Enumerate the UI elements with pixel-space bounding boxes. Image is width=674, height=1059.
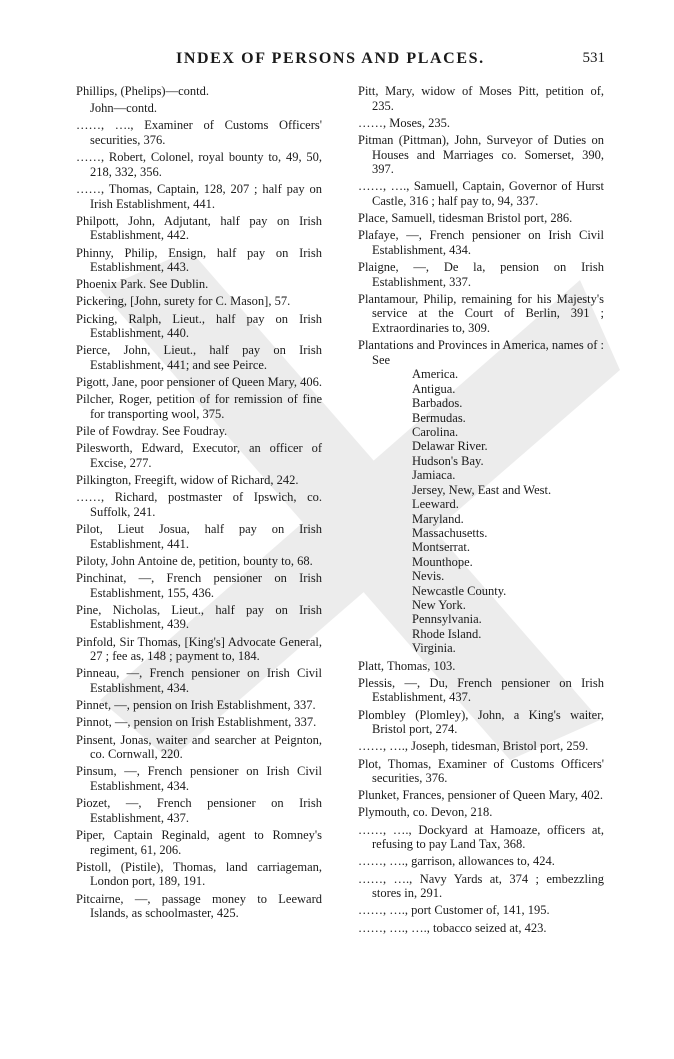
index-column-right (358, 84, 604, 938)
index-entry: Plaigne, —, De la, pension on Irish Establishment, 337. (358, 260, 604, 289)
index-entry: Piloty, John Antoine de, petition, bounty to, 68. (76, 553, 313, 568)
index-entry: Pinnot, —, pension on Irish Establishment, 337. (76, 715, 317, 730)
index-entry: Pitt, Mary, widow of Moses Pitt, petition of, 235. (358, 84, 604, 113)
index-entry: ……, …., Samuell, Captain, Governor of Hurst Castle, 316 ; half pay to, 94, 337. (358, 179, 604, 208)
index-entry: ……, …., Examiner of Customs Officers' securities, 376. (76, 118, 322, 147)
index-entry: Philpott, John, Adjutant, half pay on Irish Establishment, 442. (76, 213, 322, 243)
index-entry: ……, …., Joseph, tidesman, Bristol port, 259. (358, 739, 589, 754)
index-entry: Pinnet, —, pension on Irish Establishment, 337. (76, 698, 316, 713)
plantation-item: America. (412, 367, 459, 382)
index-entry: Pierce, John, Lieut., half pay on Irish Establishment, 441; and see Peirce. (76, 343, 322, 373)
plantation-item: Massachusetts. (412, 525, 488, 540)
plantation-item: Barbados. (412, 396, 463, 411)
plantation-item: Maryland. (412, 511, 464, 526)
index-entry: ……, Richard, postmaster of Ipswich, co. Suffolk, 241. (76, 490, 322, 519)
plantation-item: Leeward. (412, 497, 459, 512)
index-entry: Pinsum, —, French pensioner on Irish Civil Establishment, 434. (76, 764, 322, 793)
plantation-item: Mounthope. (412, 554, 473, 569)
index-entry: Pilcher, Roger, petition of for remission of fine for transporting wool, 375. (76, 392, 322, 421)
plantation-item: Montserrat. (412, 540, 470, 555)
plantation-item: Virginia. (412, 641, 456, 656)
index-entry: Plafaye, —, French pensioner on Irish Civil Establishment, 434. (358, 228, 604, 257)
index-entry: Pigott, Jane, poor pensioner of Queen Mary, 406. (76, 375, 323, 390)
index-entry: ……, …., Dockyard at Hamoaze, officers at, refusing to pay Land Tax, 368. (358, 822, 604, 852)
index-entry: Pitman (Pittman), John, Surveyor of Duties on Houses and Marriages co. Somerset, 390, 397. (358, 132, 604, 177)
plantation-item: Antigua. (412, 381, 456, 396)
index-entry: Plunket, Frances, pensioner of Queen Mary, 402. (358, 788, 603, 803)
index-entry: Phoenix Park. See Dublin. (76, 277, 209, 292)
index-entry: Pine, Nicholas, Lieut., half pay on Irish Establishment, 439. (76, 602, 322, 632)
plantation-item: Nevis. (412, 569, 445, 584)
index-entry: ……, …., Navy Yards at, 374 ; embezzling stores in, 291. (358, 871, 604, 901)
plantation-item: Delawar River. (412, 439, 488, 454)
page-number: 531 (582, 50, 605, 66)
index-entry: Piozet, —, French pensioner on Irish Establishment, 437. (76, 796, 322, 825)
index-entry: Plantamour, Philip, remaining for his Majesty's service at the Court of Berlin, 391 ; Extraordinaries to, 309. (358, 291, 604, 336)
index-entry: Plymouth, co. Devon, 218. (358, 805, 493, 820)
index-entry: Picking, Ralph, Lieut., half pay on Irish Establishment, 440. (76, 311, 322, 341)
plantation-item: New York. (412, 597, 466, 612)
index-entry: Plantations and Provinces in America, names of : See (358, 338, 604, 367)
index-entry: Phillips, (Phelips)—contd. (76, 84, 209, 98)
index-column-left (76, 84, 322, 923)
index-entry: Piper, Captain Reginald, agent to Romney's regiment, 61, 206. (76, 827, 322, 857)
index-entry: ……, Robert, Colonel, royal bounty to, 49, 50, 218, 332, 356. (76, 150, 322, 179)
index-entry: Platt, Thomas, 103. (358, 658, 456, 673)
index-entry: ……, Thomas, Captain, 128, 207 ; half pay on Irish Establishment, 441. (76, 181, 322, 211)
running-head-title: INDEX OF PERSONS AND PLACES. (176, 50, 485, 67)
plantation-item: Jersey, New, East and West. (412, 482, 552, 497)
index-entry: Pistoll, (Pistile), Thomas, land carriageman, London port, 189, 191. (76, 859, 322, 889)
plantation-item: Newcastle County. (412, 583, 507, 598)
index-entry: Pickering, [John, surety for C. Mason], 57. (76, 294, 291, 309)
plantations-sublist (358, 367, 604, 655)
index-entry: Plombley (Plomley), John, a King's waiter, Bristol port, 274. (358, 707, 604, 737)
index-entry: Pinfold, Sir Thomas, [King's] Advocate General, 27 ; fee as, 148 ; payment to, 184. (76, 634, 322, 664)
index-entry: Pilkington, Freegift, widow of Richard, 242. (76, 473, 299, 488)
index-entry: Pinchinat, —, French pensioner on Irish Establishment, 155, 436. (76, 571, 322, 600)
index-entry: John—contd. (90, 101, 158, 116)
index-entry: ……, Moses, 235. (358, 115, 451, 130)
index-entry: Pinsent, Jonas, waiter and searcher at Peignton, co. Cornwall, 220. (76, 732, 322, 762)
plantation-item: Rhode Island. (412, 626, 482, 641)
index-entry: Place, Samuell, tidesman Bristol port, 286. (358, 211, 573, 226)
plantation-item: Jamiaca. (412, 468, 456, 483)
index-entry: Plot, Thomas, Examiner of Customs Officers' securities, 376. (358, 756, 604, 786)
index-entry: ……, …., port Customer of, 141, 195. (358, 903, 550, 918)
index-entry: Pilot, Lieut Josua, half pay on Irish Establishment, 441. (76, 522, 322, 551)
plantation-item: Hudson's Bay. (412, 453, 484, 468)
index-entry: ……, …., …., tobacco seized at, 423. (358, 920, 547, 935)
index-entry: ……, …., garrison, allowances to, 424. (358, 854, 555, 869)
plantation-item: Bermudas. (412, 410, 466, 425)
index-entry: Pilesworth, Edward, Executor, an officer of Excise, 277. (76, 441, 322, 470)
plantation-item: Carolina. (412, 425, 459, 440)
index-entry: Pinneau, —, French pensioner on Irish Civil Establishment, 434. (76, 666, 322, 696)
page-header (80, 50, 605, 74)
plantation-item: Pennsylvania. (412, 612, 482, 627)
index-entry: Pitcairne, —, passage money to Leeward Islands, as schoolmaster, 425. (76, 891, 322, 921)
index-entry: Phinny, Philip, Ensign, half pay on Irish Establishment, 443. (76, 245, 322, 275)
index-entry: Pile of Fowdray. See Foudray. (76, 424, 228, 439)
index-entry: Plessis, —, Du, French pensioner on Irish Establishment, 437. (358, 675, 604, 705)
